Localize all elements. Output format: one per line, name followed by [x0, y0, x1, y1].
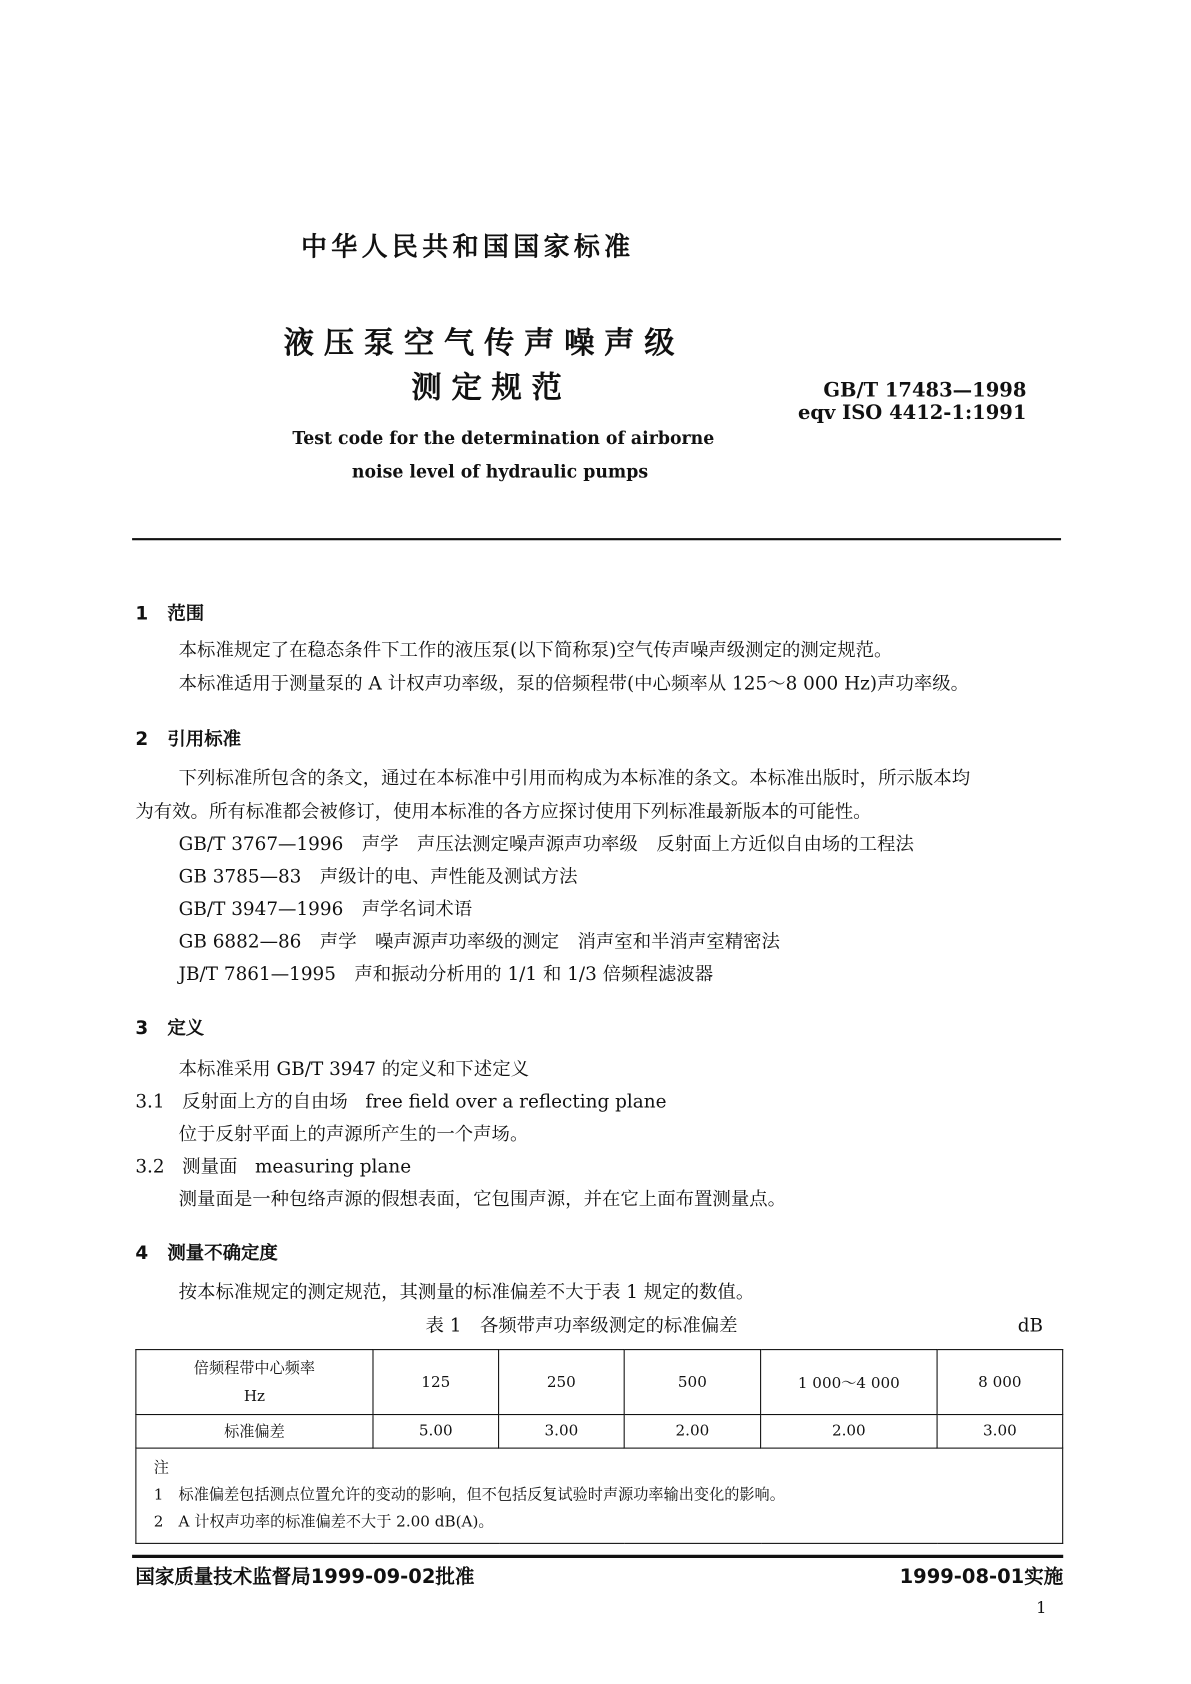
paragraph: 本标准规定了在稳态条件下工作的液压泵(以下简称泵)空气传声噪声级测定的测定规范。 [178, 639, 893, 662]
note-item: 2 A 计权声功率的标准偏差不大于 2.00 dB(A)。 [153, 1513, 494, 1531]
term-english: measuring plane [254, 1156, 412, 1178]
table-unit: dB [1017, 1315, 1044, 1338]
clause-number: 3.1 [135, 1091, 165, 1114]
table-notes [136, 1448, 1063, 1543]
reference-item: GB/T 3947—1996 声学名词术语 [178, 898, 473, 921]
table-row [136, 1350, 1063, 1415]
clause-number: 3.2 [135, 1156, 165, 1178]
standard-code: GB/T 17483—1998 [823, 378, 1027, 402]
paragraph: 本标准采用 GB/T 3947 的定义和下述定义 [178, 1058, 530, 1081]
section-2-heading [135, 723, 241, 750]
table-cell: 2.00 [761, 1415, 937, 1449]
reference-item: GB 6882—86 声学 噪声源声功率级的测定 消声室和半消声室精密法 [178, 931, 780, 953]
definition-3-2 [135, 1156, 411, 1178]
cell-text: Hz [243, 1387, 266, 1405]
english-title-line1: Test code for the determination of airborne [292, 427, 715, 449]
notes-title: 注 [153, 1459, 169, 1477]
page-number: 1 [1036, 1598, 1047, 1618]
table-cell: 3.00 [937, 1415, 1063, 1449]
section-number: 1 [135, 603, 149, 625]
table-caption: 表 1 各频带声功率级测定的标准偏差 [425, 1315, 738, 1338]
reference-item: JB/T 7861—1995 声和振动分析用的 1/1 和 1/3 倍频程滤波器 [178, 963, 714, 986]
cell-text: 倍频程带中心频率 [193, 1359, 316, 1377]
section-number: 4 [135, 1242, 149, 1265]
table-header-cell: 标准偏差 [136, 1415, 373, 1449]
table-cell: 250 [499, 1350, 625, 1415]
section-title: 范围 [167, 603, 205, 625]
table-cell: 1 000～4 000 [761, 1350, 937, 1415]
equivalent-standard: eqv ISO 4412-1:1991 [797, 401, 1027, 425]
paragraph: 下列标准所包含的条文，通过在本标准中引用而构成为本标准的条文。本标准出版时，所示版本均 [178, 767, 971, 790]
section-number: 3 [135, 1017, 149, 1040]
title-line2: 测定规范 [411, 369, 572, 405]
paragraph: 位于反射平面上的声源所产生的一个声场。 [178, 1123, 529, 1146]
section-1-heading [135, 598, 204, 625]
section-4-heading [135, 1238, 277, 1265]
english-title-line2: noise level of hydraulic pumps [351, 461, 649, 482]
section-3-heading [135, 1012, 204, 1039]
note-item: 1 标准偏差包括测点位置允许的变动的影响，但不包括反复试验时声源功率输出变化的影响。 [153, 1486, 785, 1504]
section-title: 测量不确定度 [167, 1242, 278, 1265]
table-cell: 125 [373, 1350, 499, 1415]
table-notes-row [136, 1448, 1063, 1543]
title-line1: 液压泵空气传声噪声级 [283, 324, 685, 361]
table-cell: 8 000 [937, 1350, 1063, 1415]
table-row [136, 1415, 1063, 1449]
national-standard-heading: 中华人民共和国国家标准 [300, 231, 635, 263]
table-header-cell [136, 1350, 373, 1415]
approval-date: 国家质量技术监督局1999-09-02批准 [135, 1565, 475, 1589]
term: 测量面 [182, 1156, 238, 1178]
table-cell: 5.00 [373, 1415, 499, 1449]
term-english: free field over a reflecting plane [365, 1091, 667, 1114]
section-title: 引用标准 [167, 728, 242, 751]
definition-3-1 [135, 1091, 666, 1113]
term: 反射面上方的自由场 [182, 1091, 348, 1114]
paragraph: 按本标准规定的测定规范，其测量的标准偏差不大于表 1 规定的数值。 [178, 1281, 755, 1304]
std-deviation-table [135, 1349, 1063, 1544]
paragraph: 本标准适用于测量泵的 A 计权声功率级，泵的倍频程带(中心频率从 125～8 000 Hz)声功率级。 [178, 673, 970, 696]
reference-item: GB 3785—83 声级计的电、声性能及测试方法 [178, 866, 578, 888]
paragraph: 为有效。所有标准都会被修订，使用本标准的各方应探讨使用下列标准最新版本的可能性。 [135, 801, 872, 823]
table-cell: 3.00 [499, 1415, 625, 1449]
section-title: 定义 [167, 1017, 205, 1040]
effective-date: 1999-08-01实施 [899, 1565, 1064, 1589]
section-number: 2 [135, 728, 149, 751]
table-cell: 2.00 [624, 1415, 760, 1449]
reference-item: GB/T 3767—1996 声学 声压法测定噪声源声功率级 反射面上方近似自由场的工程法 [178, 833, 914, 856]
table-cell: 500 [624, 1350, 760, 1415]
paragraph: 测量面是一种包络声源的假想表面，它包围声源，并在它上面布置测量点。 [178, 1188, 787, 1211]
footer-divider [132, 1555, 1063, 1558]
header-divider [132, 538, 1061, 540]
